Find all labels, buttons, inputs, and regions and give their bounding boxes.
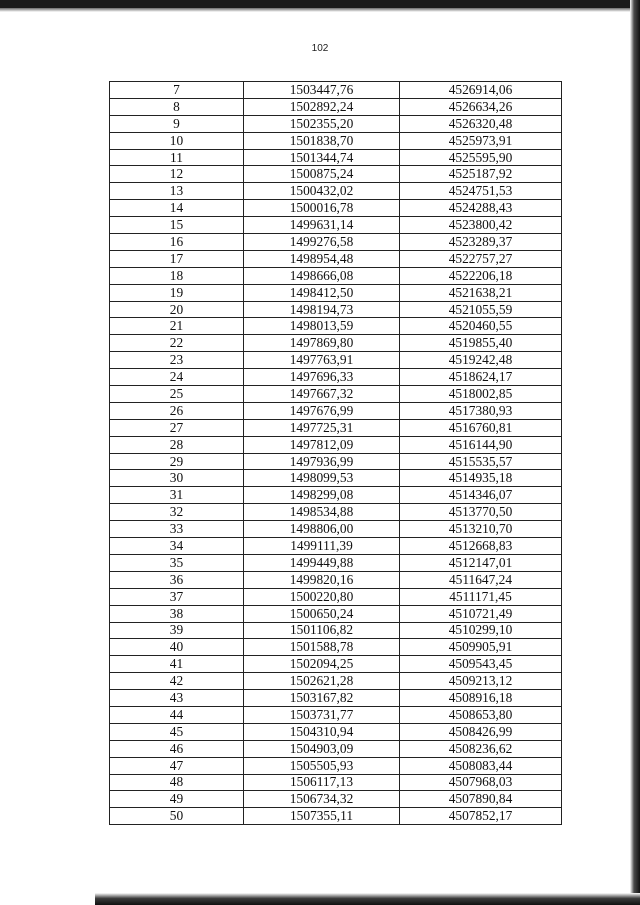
point-number-cell: 16	[110, 234, 244, 251]
y-coordinate-cell: 4522206,18	[400, 267, 562, 284]
x-coordinate-cell: 1503447,76	[244, 82, 400, 99]
y-coordinate-cell: 4514935,18	[400, 470, 562, 487]
x-coordinate-cell: 1497869,80	[244, 335, 400, 352]
y-coordinate-cell: 4526914,06	[400, 82, 562, 99]
coordinates-table	[109, 81, 562, 825]
point-number-cell: 34	[110, 538, 244, 555]
x-coordinate-cell: 1506734,32	[244, 791, 400, 808]
point-number-cell: 18	[110, 267, 244, 284]
point-number-cell: 41	[110, 656, 244, 673]
x-coordinate-cell: 1500220,80	[244, 588, 400, 605]
point-number-cell: 40	[110, 639, 244, 656]
y-coordinate-cell: 4524751,53	[400, 183, 562, 200]
y-coordinate-cell: 4511647,24	[400, 571, 562, 588]
y-coordinate-cell: 4509905,91	[400, 639, 562, 656]
point-number-cell: 38	[110, 605, 244, 622]
point-number-cell: 26	[110, 402, 244, 419]
y-coordinate-cell: 4512668,83	[400, 538, 562, 555]
x-coordinate-cell: 1500432,02	[244, 183, 400, 200]
table-row	[110, 200, 562, 217]
y-coordinate-cell: 4519242,48	[400, 352, 562, 369]
point-number-cell: 32	[110, 504, 244, 521]
x-coordinate-cell: 1498194,73	[244, 301, 400, 318]
point-number-cell: 19	[110, 284, 244, 301]
table-row	[110, 757, 562, 774]
y-coordinate-cell: 4514346,07	[400, 487, 562, 504]
point-number-cell: 43	[110, 690, 244, 707]
table-row	[110, 554, 562, 571]
x-coordinate-cell: 1498954,48	[244, 250, 400, 267]
x-coordinate-cell: 1499276,58	[244, 234, 400, 251]
point-number-cell: 47	[110, 757, 244, 774]
x-coordinate-cell: 1503167,82	[244, 690, 400, 707]
y-coordinate-cell: 4518624,17	[400, 369, 562, 386]
x-coordinate-cell: 1506117,13	[244, 774, 400, 791]
table-row	[110, 470, 562, 487]
point-number-cell: 39	[110, 622, 244, 639]
table-row	[110, 419, 562, 436]
table-row	[110, 402, 562, 419]
y-coordinate-cell: 4512147,01	[400, 554, 562, 571]
table-row	[110, 538, 562, 555]
table-row	[110, 808, 562, 825]
point-number-cell: 25	[110, 386, 244, 403]
x-coordinate-cell: 1502355,20	[244, 115, 400, 132]
table-row	[110, 436, 562, 453]
y-coordinate-cell: 4507852,17	[400, 808, 562, 825]
y-coordinate-cell: 4507890,84	[400, 791, 562, 808]
x-coordinate-cell: 1501344,74	[244, 149, 400, 166]
y-coordinate-cell: 4515535,57	[400, 453, 562, 470]
x-coordinate-cell: 1497763,91	[244, 352, 400, 369]
table-row	[110, 656, 562, 673]
x-coordinate-cell: 1501838,70	[244, 132, 400, 149]
table-row	[110, 386, 562, 403]
x-coordinate-cell: 1500016,78	[244, 200, 400, 217]
x-coordinate-cell: 1498666,08	[244, 267, 400, 284]
y-coordinate-cell: 4526634,26	[400, 98, 562, 115]
y-coordinate-cell: 4508426,99	[400, 723, 562, 740]
table-row	[110, 588, 562, 605]
point-number-cell: 36	[110, 571, 244, 588]
point-number-cell: 44	[110, 706, 244, 723]
table-row	[110, 639, 562, 656]
table-row	[110, 284, 562, 301]
table-row	[110, 571, 562, 588]
point-number-cell: 15	[110, 217, 244, 234]
table-row	[110, 234, 562, 251]
x-coordinate-cell: 1497812,09	[244, 436, 400, 453]
table-row	[110, 740, 562, 757]
y-coordinate-cell: 4511171,45	[400, 588, 562, 605]
y-coordinate-cell: 4508083,44	[400, 757, 562, 774]
coordinates-table-body	[110, 82, 562, 825]
point-number-cell: 11	[110, 149, 244, 166]
y-coordinate-cell: 4518002,85	[400, 386, 562, 403]
point-number-cell: 27	[110, 419, 244, 436]
table-row	[110, 369, 562, 386]
point-number-cell: 37	[110, 588, 244, 605]
point-number-cell: 48	[110, 774, 244, 791]
table-row	[110, 487, 562, 504]
x-coordinate-cell: 1498299,08	[244, 487, 400, 504]
x-coordinate-cell: 1502892,24	[244, 98, 400, 115]
table-row	[110, 622, 562, 639]
table-row	[110, 504, 562, 521]
y-coordinate-cell: 4519855,40	[400, 335, 562, 352]
x-coordinate-cell: 1504310,94	[244, 723, 400, 740]
scan-edge-bottom	[95, 893, 640, 905]
point-number-cell: 23	[110, 352, 244, 369]
x-coordinate-cell: 1500875,24	[244, 166, 400, 183]
y-coordinate-cell: 4509213,12	[400, 673, 562, 690]
table-row	[110, 352, 562, 369]
point-number-cell: 12	[110, 166, 244, 183]
y-coordinate-cell: 4513210,70	[400, 521, 562, 538]
x-coordinate-cell: 1499631,14	[244, 217, 400, 234]
y-coordinate-cell: 4516760,81	[400, 419, 562, 436]
x-coordinate-cell: 1501588,78	[244, 639, 400, 656]
table-row	[110, 690, 562, 707]
point-number-cell: 22	[110, 335, 244, 352]
table-row	[110, 318, 562, 335]
y-coordinate-cell: 4516144,90	[400, 436, 562, 453]
point-number-cell: 28	[110, 436, 244, 453]
table-row	[110, 301, 562, 318]
y-coordinate-cell: 4520460,55	[400, 318, 562, 335]
x-coordinate-cell: 1498534,88	[244, 504, 400, 521]
y-coordinate-cell: 4517380,93	[400, 402, 562, 419]
y-coordinate-cell: 4508236,62	[400, 740, 562, 757]
point-number-cell: 7	[110, 82, 244, 99]
table-row	[110, 149, 562, 166]
point-number-cell: 35	[110, 554, 244, 571]
y-coordinate-cell: 4523800,42	[400, 217, 562, 234]
y-coordinate-cell: 4525595,90	[400, 149, 562, 166]
table-row	[110, 723, 562, 740]
page-number: 102	[311, 43, 329, 54]
point-number-cell: 9	[110, 115, 244, 132]
point-number-cell: 31	[110, 487, 244, 504]
y-coordinate-cell: 4510721,49	[400, 605, 562, 622]
y-coordinate-cell: 4525973,91	[400, 132, 562, 149]
point-number-cell: 42	[110, 673, 244, 690]
x-coordinate-cell: 1504903,09	[244, 740, 400, 757]
point-number-cell: 50	[110, 808, 244, 825]
table-row	[110, 267, 562, 284]
x-coordinate-cell: 1497667,32	[244, 386, 400, 403]
table-row	[110, 673, 562, 690]
point-number-cell: 33	[110, 521, 244, 538]
point-number-cell: 21	[110, 318, 244, 335]
x-coordinate-cell: 1507355,11	[244, 808, 400, 825]
x-coordinate-cell: 1498013,59	[244, 318, 400, 335]
x-coordinate-cell: 1501106,82	[244, 622, 400, 639]
y-coordinate-cell: 4508653,80	[400, 706, 562, 723]
point-number-cell: 17	[110, 250, 244, 267]
table-row	[110, 521, 562, 538]
scan-edge-top-shadow	[0, 8, 640, 12]
point-number-cell: 49	[110, 791, 244, 808]
x-coordinate-cell: 1497936,99	[244, 453, 400, 470]
table-row	[110, 335, 562, 352]
y-coordinate-cell: 4509543,45	[400, 656, 562, 673]
table-row	[110, 774, 562, 791]
point-number-cell: 10	[110, 132, 244, 149]
point-number-cell: 14	[110, 200, 244, 217]
table-row	[110, 250, 562, 267]
y-coordinate-cell: 4521638,21	[400, 284, 562, 301]
table-row	[110, 605, 562, 622]
y-coordinate-cell: 4521055,59	[400, 301, 562, 318]
point-number-cell: 29	[110, 453, 244, 470]
x-coordinate-cell: 1497725,31	[244, 419, 400, 436]
y-coordinate-cell: 4526320,48	[400, 115, 562, 132]
scan-edge-right	[630, 0, 640, 905]
point-number-cell: 20	[110, 301, 244, 318]
x-coordinate-cell: 1503731,77	[244, 706, 400, 723]
y-coordinate-cell: 4522757,27	[400, 250, 562, 267]
scan-edge-top	[0, 0, 640, 8]
table-row	[110, 183, 562, 200]
x-coordinate-cell: 1502621,28	[244, 673, 400, 690]
y-coordinate-cell: 4525187,92	[400, 166, 562, 183]
table-row	[110, 115, 562, 132]
table-row	[110, 98, 562, 115]
x-coordinate-cell: 1498099,53	[244, 470, 400, 487]
x-coordinate-cell: 1498412,50	[244, 284, 400, 301]
table-row	[110, 791, 562, 808]
table-row	[110, 82, 562, 99]
point-number-cell: 24	[110, 369, 244, 386]
x-coordinate-cell: 1497676,99	[244, 402, 400, 419]
x-coordinate-cell: 1505505,93	[244, 757, 400, 774]
table-row	[110, 217, 562, 234]
point-number-cell: 45	[110, 723, 244, 740]
table-row	[110, 166, 562, 183]
point-number-cell: 13	[110, 183, 244, 200]
x-coordinate-cell: 1498806,00	[244, 521, 400, 538]
point-number-cell: 8	[110, 98, 244, 115]
y-coordinate-cell: 4510299,10	[400, 622, 562, 639]
x-coordinate-cell: 1497696,33	[244, 369, 400, 386]
x-coordinate-cell: 1500650,24	[244, 605, 400, 622]
x-coordinate-cell: 1502094,25	[244, 656, 400, 673]
point-number-cell: 30	[110, 470, 244, 487]
point-number-cell: 46	[110, 740, 244, 757]
y-coordinate-cell: 4513770,50	[400, 504, 562, 521]
y-coordinate-cell: 4523289,37	[400, 234, 562, 251]
y-coordinate-cell: 4508916,18	[400, 690, 562, 707]
x-coordinate-cell: 1499820,16	[244, 571, 400, 588]
x-coordinate-cell: 1499449,88	[244, 554, 400, 571]
table-row	[110, 453, 562, 470]
table-row	[110, 132, 562, 149]
y-coordinate-cell: 4507968,03	[400, 774, 562, 791]
y-coordinate-cell: 4524288,43	[400, 200, 562, 217]
x-coordinate-cell: 1499111,39	[244, 538, 400, 555]
table-row	[110, 706, 562, 723]
